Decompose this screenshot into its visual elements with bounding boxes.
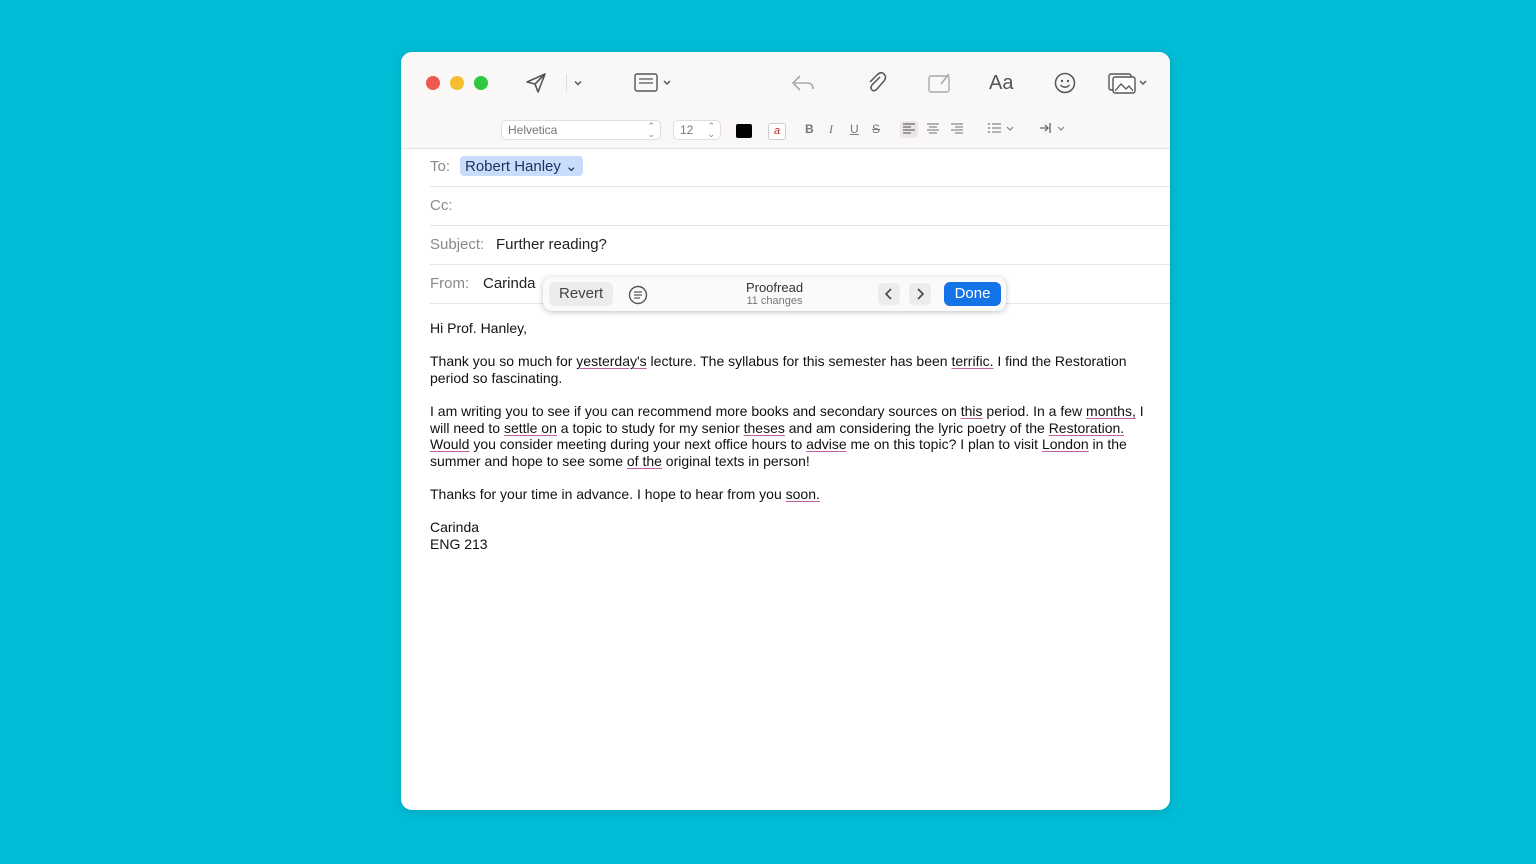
proofread-bar: [543, 277, 1006, 311]
send-icon[interactable]: [524, 70, 548, 96]
highlight-color-icon[interactable]: a: [768, 123, 786, 140]
chevron-left-icon: [884, 288, 894, 300]
markup-icon[interactable]: [927, 70, 953, 96]
text-color-well[interactable]: [736, 124, 752, 138]
previous-change-button[interactable]: [878, 283, 900, 305]
body-paragraph-2: [430, 403, 1150, 469]
subject-field[interactable]: [430, 226, 1170, 265]
close-window-button[interactable]: [426, 76, 440, 90]
subject-value[interactable]: Further reading?: [496, 236, 607, 253]
paperclip-icon[interactable]: [865, 70, 887, 96]
suggested-change[interactable]: Restoration.: [1048, 419, 1125, 436]
cc-label: Cc:: [430, 197, 453, 214]
body-text-run: in the summer and hope to see some: [430, 436, 1127, 469]
toolbar: [401, 52, 1170, 114]
signature-course: ENG 213: [430, 535, 488, 552]
font-size-select[interactable]: [673, 120, 721, 140]
from-label: From:: [430, 275, 470, 292]
body-text-run: Thank you so much for: [430, 353, 577, 370]
reply-icon[interactable]: [791, 70, 815, 96]
revert-button[interactable]: Revert: [549, 282, 613, 306]
suggested-change[interactable]: soon.: [785, 485, 820, 502]
suggested-change[interactable]: this: [960, 402, 983, 419]
body-text-run: me on this topic? I plan to visit: [846, 436, 1042, 453]
done-button[interactable]: Done: [944, 282, 1001, 306]
strikethrough-button[interactable]: S: [872, 122, 881, 136]
chevron-updown-icon: ⌃ ⌄: [647, 121, 655, 139]
minimize-window-button[interactable]: [450, 76, 464, 90]
suggested-change[interactable]: settle on: [503, 419, 557, 436]
body-text-run: original texts in person!: [661, 452, 810, 469]
body-text-run: period. In a few: [982, 402, 1087, 419]
list-icon[interactable]: [987, 121, 1017, 138]
body-text-run: and am considering the lyric poetry of the: [784, 419, 1049, 436]
italic-button[interactable]: I: [829, 122, 833, 136]
message-body[interactable]: [430, 320, 1150, 552]
next-change-button[interactable]: [909, 283, 931, 305]
font-family-select[interactable]: [501, 120, 661, 140]
to-label: To:: [430, 158, 451, 175]
subject-label: Subject:: [430, 236, 485, 253]
font-size-value: 12: [680, 123, 694, 137]
suggested-change[interactable]: London: [1041, 436, 1089, 453]
body-text-run: you consider meeting during your next office hours to: [469, 436, 807, 453]
from-value[interactable]: Carinda: [483, 275, 536, 292]
cc-field[interactable]: [430, 187, 1170, 226]
body-text-run: lecture. The syllabus for this semester has been: [646, 353, 952, 370]
chevron-down-icon[interactable]: [573, 70, 583, 96]
suggested-change[interactable]: Would: [430, 436, 470, 453]
toolbar-separator: [566, 74, 567, 92]
to-field[interactable]: [430, 148, 1170, 187]
suggested-change[interactable]: yesterday's: [576, 353, 647, 370]
font-button-label: Aa: [989, 71, 1014, 94]
emoji-icon[interactable]: [1054, 70, 1076, 96]
signature-name: Carinda: [430, 519, 480, 536]
body-text-run: a topic to study for my senior: [556, 419, 744, 436]
body-text-run: Thanks for your time in advance. I hope to hear from you: [430, 485, 786, 502]
proofread-subtitle: 11 changes: [746, 295, 803, 307]
body-text-run: I find the Restoration period so fascinating.: [430, 353, 1127, 386]
suggested-change[interactable]: terrific.: [951, 353, 994, 370]
format-bar: [401, 114, 1170, 149]
body-text-run: I am writing you to see if you can recommend more books and secondary sources on: [430, 402, 961, 419]
greeting: Hi Prof. Hanley,: [430, 320, 527, 336]
body-paragraph-3: [430, 486, 1150, 503]
photo-browser-icon[interactable]: [1108, 70, 1148, 96]
font-family-value: Helvetica: [508, 123, 558, 137]
recipient-chip[interactable]: Robert Hanley ⌄: [460, 156, 583, 176]
align-center-icon[interactable]: [926, 121, 940, 138]
underline-button[interactable]: U: [850, 122, 859, 136]
indent-icon[interactable]: [1039, 121, 1069, 138]
header-fields-icon[interactable]: [634, 70, 674, 96]
body-text-run: I will need to: [430, 402, 1144, 436]
bold-button[interactable]: B: [805, 122, 814, 136]
font-icon[interactable]: [989, 70, 1013, 96]
zoom-window-button[interactable]: [474, 76, 488, 90]
chevron-updown-icon: ⌃ ⌄: [707, 121, 715, 139]
suggested-change[interactable]: advise: [806, 436, 847, 453]
chevron-right-icon: [915, 288, 925, 300]
suggested-change[interactable]: theses: [743, 419, 785, 436]
align-right-icon[interactable]: [950, 121, 964, 138]
suggested-change[interactable]: of the: [626, 452, 662, 469]
proofread-title: Proofread: [745, 280, 804, 295]
align-left-icon[interactable]: [900, 121, 918, 138]
body-paragraph-1: [430, 353, 1150, 386]
suggested-change[interactable]: months,: [1086, 402, 1136, 419]
mail-compose-window: [401, 52, 1170, 810]
